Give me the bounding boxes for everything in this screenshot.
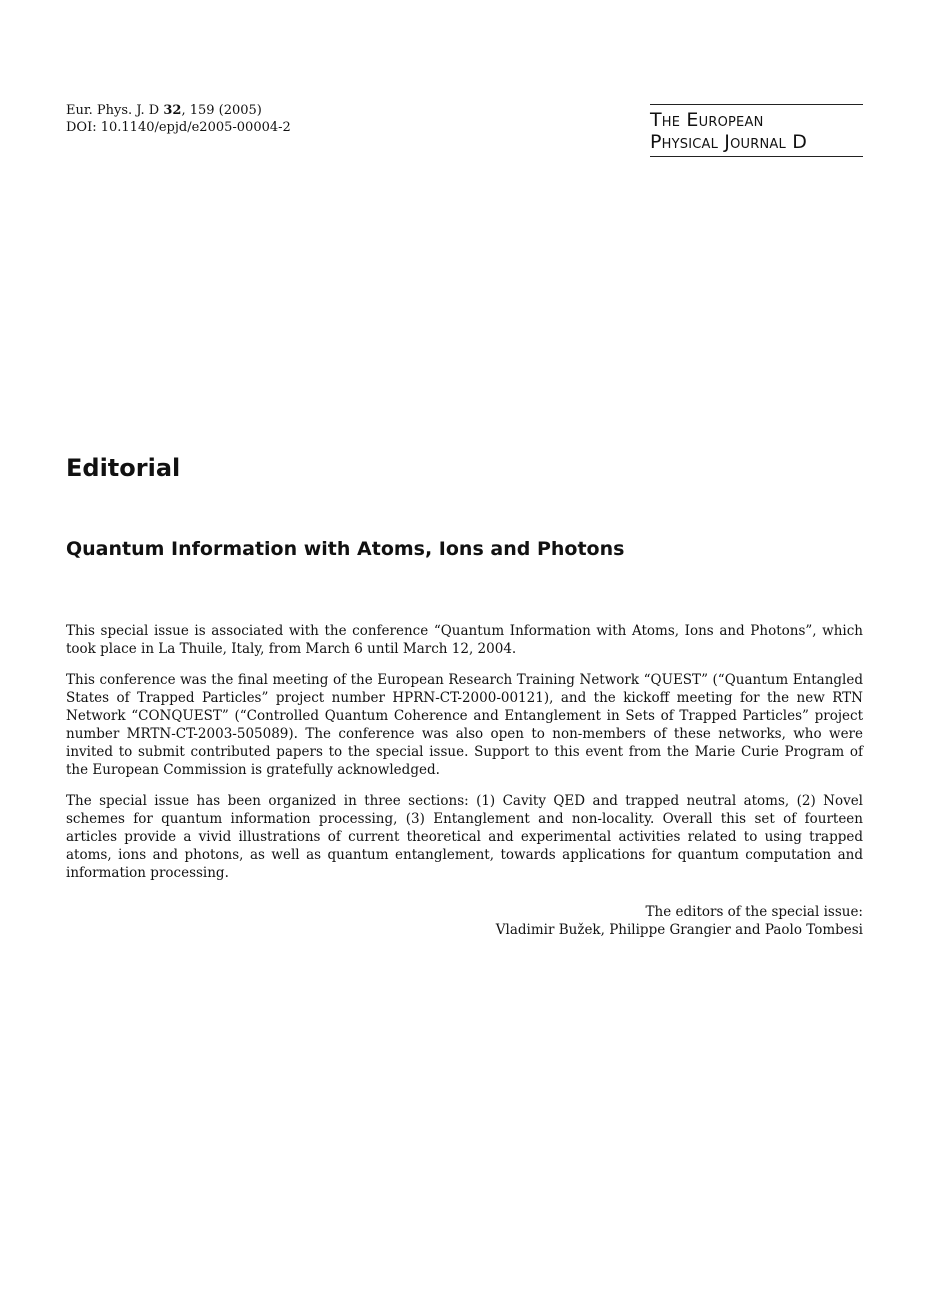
citation-volume: 32 <box>163 103 182 118</box>
journal-name-line2: Physical Journal D <box>650 131 808 153</box>
journal-name-line1: The European <box>650 109 764 131</box>
doi: DOI: 10.1140/epjd/e2005-00004-2 <box>66 120 291 135</box>
signature-line1: The editors of the special issue: <box>645 904 863 920</box>
citation-line <box>66 102 291 119</box>
signature-names: Vladimir Bužek, Philippe Grangier and Paolo Tombesi <box>495 922 863 938</box>
paragraph: This conference was the final meeting of the European Research Training Network “QUEST” (“Quantum Entangled States of Trapped Particles” project number HPRN-CT-2000-00121), and the kickoff meeting for the new RTN Network “CONQUEST” (“Controlled Quantum Coherence and Entanglement in Sets of Trapped Particles” project number MRTN-CT-2003-505089). The conference was also open to non-members of these networks, who were invited to submit contributed papers to the special issue. Support to this event from the Marie Curie Program of the European Commission is gratefully acknowledged. <box>66 672 863 778</box>
paragraph: This special issue is associated with the conference “Quantum Information with Atoms, Ions and Photons”, which took place in La Thuile, Italy, from March 6 until March 12, 2004. <box>66 623 863 657</box>
page-title: Editorial <box>66 454 181 482</box>
paragraph: The special issue has been organized in three sections: (1) Cavity QED and trapped neutral atoms, (2) Novel schemes for quantum information processing, (3) Entanglement and non-locality. Overall this set of fourteen articles provide a vivid illustrations of current theoretical and experimental activities related to using trapped atoms, ions and photons, as well as quantum entanglement, towards applications for quantum computation and information processing. <box>66 793 863 881</box>
article-body <box>66 622 863 895</box>
signature-block <box>496 903 863 939</box>
citation-prefix: Eur. Phys. J. D <box>66 103 164 118</box>
journal-logo <box>650 104 863 157</box>
article-subtitle: Quantum Information with Atoms, Ions and Photons <box>66 538 625 560</box>
citation-block <box>66 102 291 136</box>
citation-suffix: , 159 (2005) <box>181 103 262 118</box>
